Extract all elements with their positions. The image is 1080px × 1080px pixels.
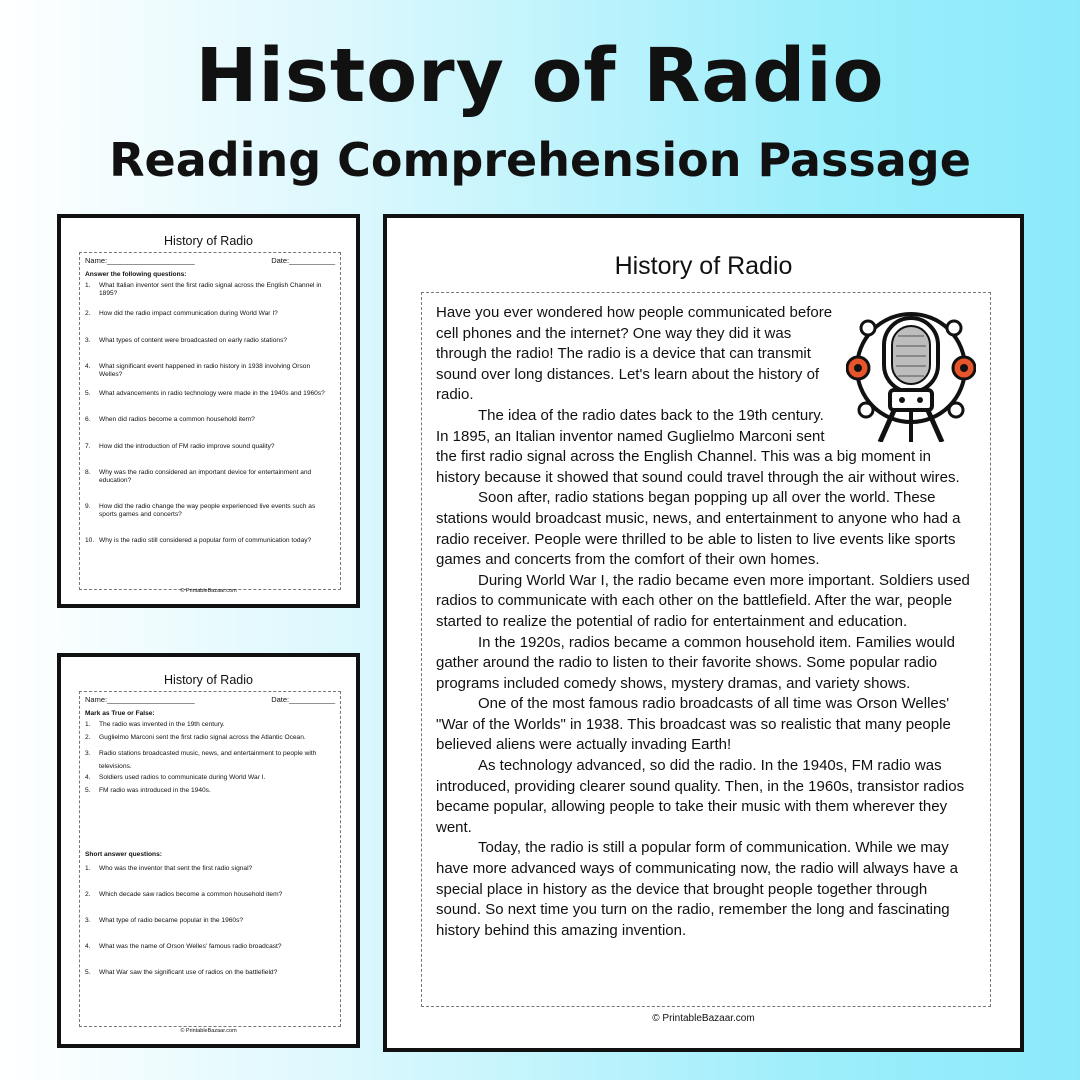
worksheet-footer: © PrintableBazaar.com — [180, 1028, 237, 1034]
question-text: How did the introduction of FM radio improve sound quality? — [99, 443, 275, 450]
name-label: Name:_____________________ — [85, 695, 195, 704]
question-text: Why was the radio considered an important device for entertainment and education? — [99, 469, 312, 484]
question-item — [85, 443, 335, 469]
question-item — [85, 503, 335, 537]
item-text: What was the name of Orson Welles' famous radio broadcast? — [99, 943, 282, 950]
instruction-heading: Answer the following questions: — [85, 271, 187, 278]
question-number: 9. — [85, 503, 91, 510]
item-number: 4. — [85, 943, 91, 950]
question-item — [85, 469, 335, 503]
question-text: What advancements in radio technology were made in the 1940s and 1960s? — [99, 390, 325, 397]
item-text: Soldiers used radios to communicate during World War I. — [99, 774, 266, 781]
item-text: The radio was invented in the 19th century. — [99, 721, 225, 728]
name-date-row — [85, 257, 335, 265]
date-label: Date:___________ — [271, 695, 335, 704]
item-text: Which decade saw radios become a common household item? — [99, 891, 283, 898]
question-item — [85, 282, 335, 310]
reading-passage-page — [383, 214, 1024, 1052]
name-label: Name:_____________________ — [85, 256, 195, 265]
question-number: 7. — [85, 443, 91, 450]
item-text: Who was the inventor that sent the first radio signal? — [99, 865, 253, 872]
question-number: 5. — [85, 390, 91, 397]
short-answer-item — [85, 917, 335, 943]
item-text: Radio stations broadcasted music, news, and entertainment to people with televisions. — [99, 750, 317, 770]
question-text: When did radios become a common household item? — [99, 416, 255, 423]
item-number: 2. — [85, 734, 91, 741]
item-number: 5. — [85, 787, 91, 794]
question-text: What Italian inventor sent the first radio signal across the English Channel in 1895? — [99, 282, 322, 297]
worksheet-content-box — [79, 252, 341, 590]
vintage-microphone-radio-icon — [846, 306, 976, 442]
question-text: What types of content were broadcasted on early radio stations? — [99, 337, 288, 344]
passage-paragraph: Today, the radio is still a popular form of communication. While we may have more advanced ways of communicating now, the radio will always have a special place in history as the device that brought people together through sound. So next time you turn on the radio, remember the long and fascinating history behind this amazing invention. — [436, 839, 958, 939]
item-number: 1. — [85, 721, 91, 728]
item-number: 1. — [85, 865, 91, 872]
short-answer-item — [85, 891, 335, 917]
true-false-item — [85, 774, 335, 787]
question-number: 6. — [85, 416, 91, 423]
question-number: 3. — [85, 337, 91, 344]
worksheet-questions-preview — [57, 214, 360, 608]
passage-paragraph: Have you ever wondered how people communicated before cell phones and the internet? One way they did it was through the radio! The radio is a device that can transmit sound over long distances. Let's learn about the history of radio. — [436, 304, 833, 404]
true-false-item — [85, 787, 335, 845]
item-text: Guglielmo Marconi sent the first radio signal across the Atlantic Ocean. — [99, 734, 306, 741]
worksheet-true-false-preview — [57, 653, 360, 1048]
main-title: History of Radio — [195, 33, 885, 119]
item-text: FM radio was introduced in the 1940s. — [99, 787, 211, 794]
question-item — [85, 390, 335, 416]
passage-text-box — [421, 292, 991, 1007]
short-answer-item — [85, 969, 335, 977]
question-item — [85, 363, 335, 390]
question-text: What significant event happened in radio history in 1938 involving Orson Welles? — [99, 363, 311, 378]
true-false-item — [85, 721, 335, 734]
question-item — [85, 416, 335, 443]
worksheet-footer: © PrintableBazaar.com — [180, 588, 237, 594]
short-answer-item — [85, 865, 335, 891]
question-text: Why is the radio still considered a popular form of communication today? — [99, 537, 312, 544]
passage-paragraph: In the 1920s, radios became a common household item. Families would gather around the radio to listen to their favorite shows. Some popular radio programs included comedy shows, mystery dramas, and variety shows. — [436, 633, 955, 692]
passage-paragraph: One of the most famous radio broadcasts of all time was Orson Welles' "War of the Worlds" in 1938. This broadcast was so realistic that many people believed aliens were actually invading Earth! — [436, 695, 951, 754]
passage-paragraph: The idea of the radio dates back to the 19th century. In 1895, an Italian inventor named Guglielmo Marconi sent the first radio signal across the English Channel. This was a big moment in history because it showed that sound could travel through the air without wires. — [436, 406, 960, 486]
item-number: 4. — [85, 774, 91, 781]
worksheet-title: History of Radio — [164, 234, 253, 248]
passage-footer: © PrintableBazaar.com — [652, 1013, 755, 1024]
passage-title: History of Radio — [614, 252, 793, 280]
sub-title: Reading Comprehension Passage — [109, 133, 971, 187]
short-answer-heading: Short answer questions: — [85, 851, 162, 858]
question-number: 2. — [85, 310, 91, 317]
question-item — [85, 310, 335, 337]
item-text: What type of radio became popular in the 1960s? — [99, 917, 244, 924]
question-text: How did the radio impact communication during World War I? — [99, 310, 278, 317]
item-number: 2. — [85, 891, 91, 898]
question-number: 4. — [85, 363, 91, 370]
question-text: How did the radio change the way people experienced live events such as sports games and concerts? — [99, 503, 316, 518]
question-item — [85, 337, 335, 363]
short-answer-item — [85, 943, 335, 969]
item-text: What War saw the significant use of radios on the battlefield? — [99, 969, 278, 976]
question-number: 8. — [85, 469, 91, 476]
true-false-heading: Mark as True or False: — [85, 710, 155, 717]
date-label: Date:___________ — [271, 256, 335, 265]
passage-paragraph: Soon after, radio stations began popping up all over the world. These stations would broadcast music, news, and entertainment to anyone who had a radio receiver. People were thrilled to be able to listen to live events like sports games and concerts from the comfort of their own homes. — [436, 489, 961, 569]
question-number: 10. — [85, 537, 95, 544]
question-item — [85, 537, 335, 545]
item-number: 3. — [85, 750, 91, 757]
true-false-item — [85, 734, 335, 747]
item-number: 3. — [85, 917, 91, 924]
passage-paragraph: During World War I, the radio became even more important. Soldiers used radios to communicate with each other on the battlefield. After the war, people started to realize the potential of radio for entertainment and education. — [436, 571, 970, 630]
worksheet-content-box — [79, 691, 341, 1027]
passage-paragraph: As technology advanced, so did the radio. In the 1940s, FM radio was introduced, providing clearer sound quality. Then, in the 1960s, transistor radios became popular, allowing people to take their music with them wherever they went. — [436, 757, 965, 836]
question-number: 1. — [85, 282, 91, 289]
item-number: 5. — [85, 969, 91, 976]
true-false-item — [85, 747, 335, 774]
name-date-row — [85, 696, 335, 704]
worksheet-title: History of Radio — [164, 673, 253, 687]
